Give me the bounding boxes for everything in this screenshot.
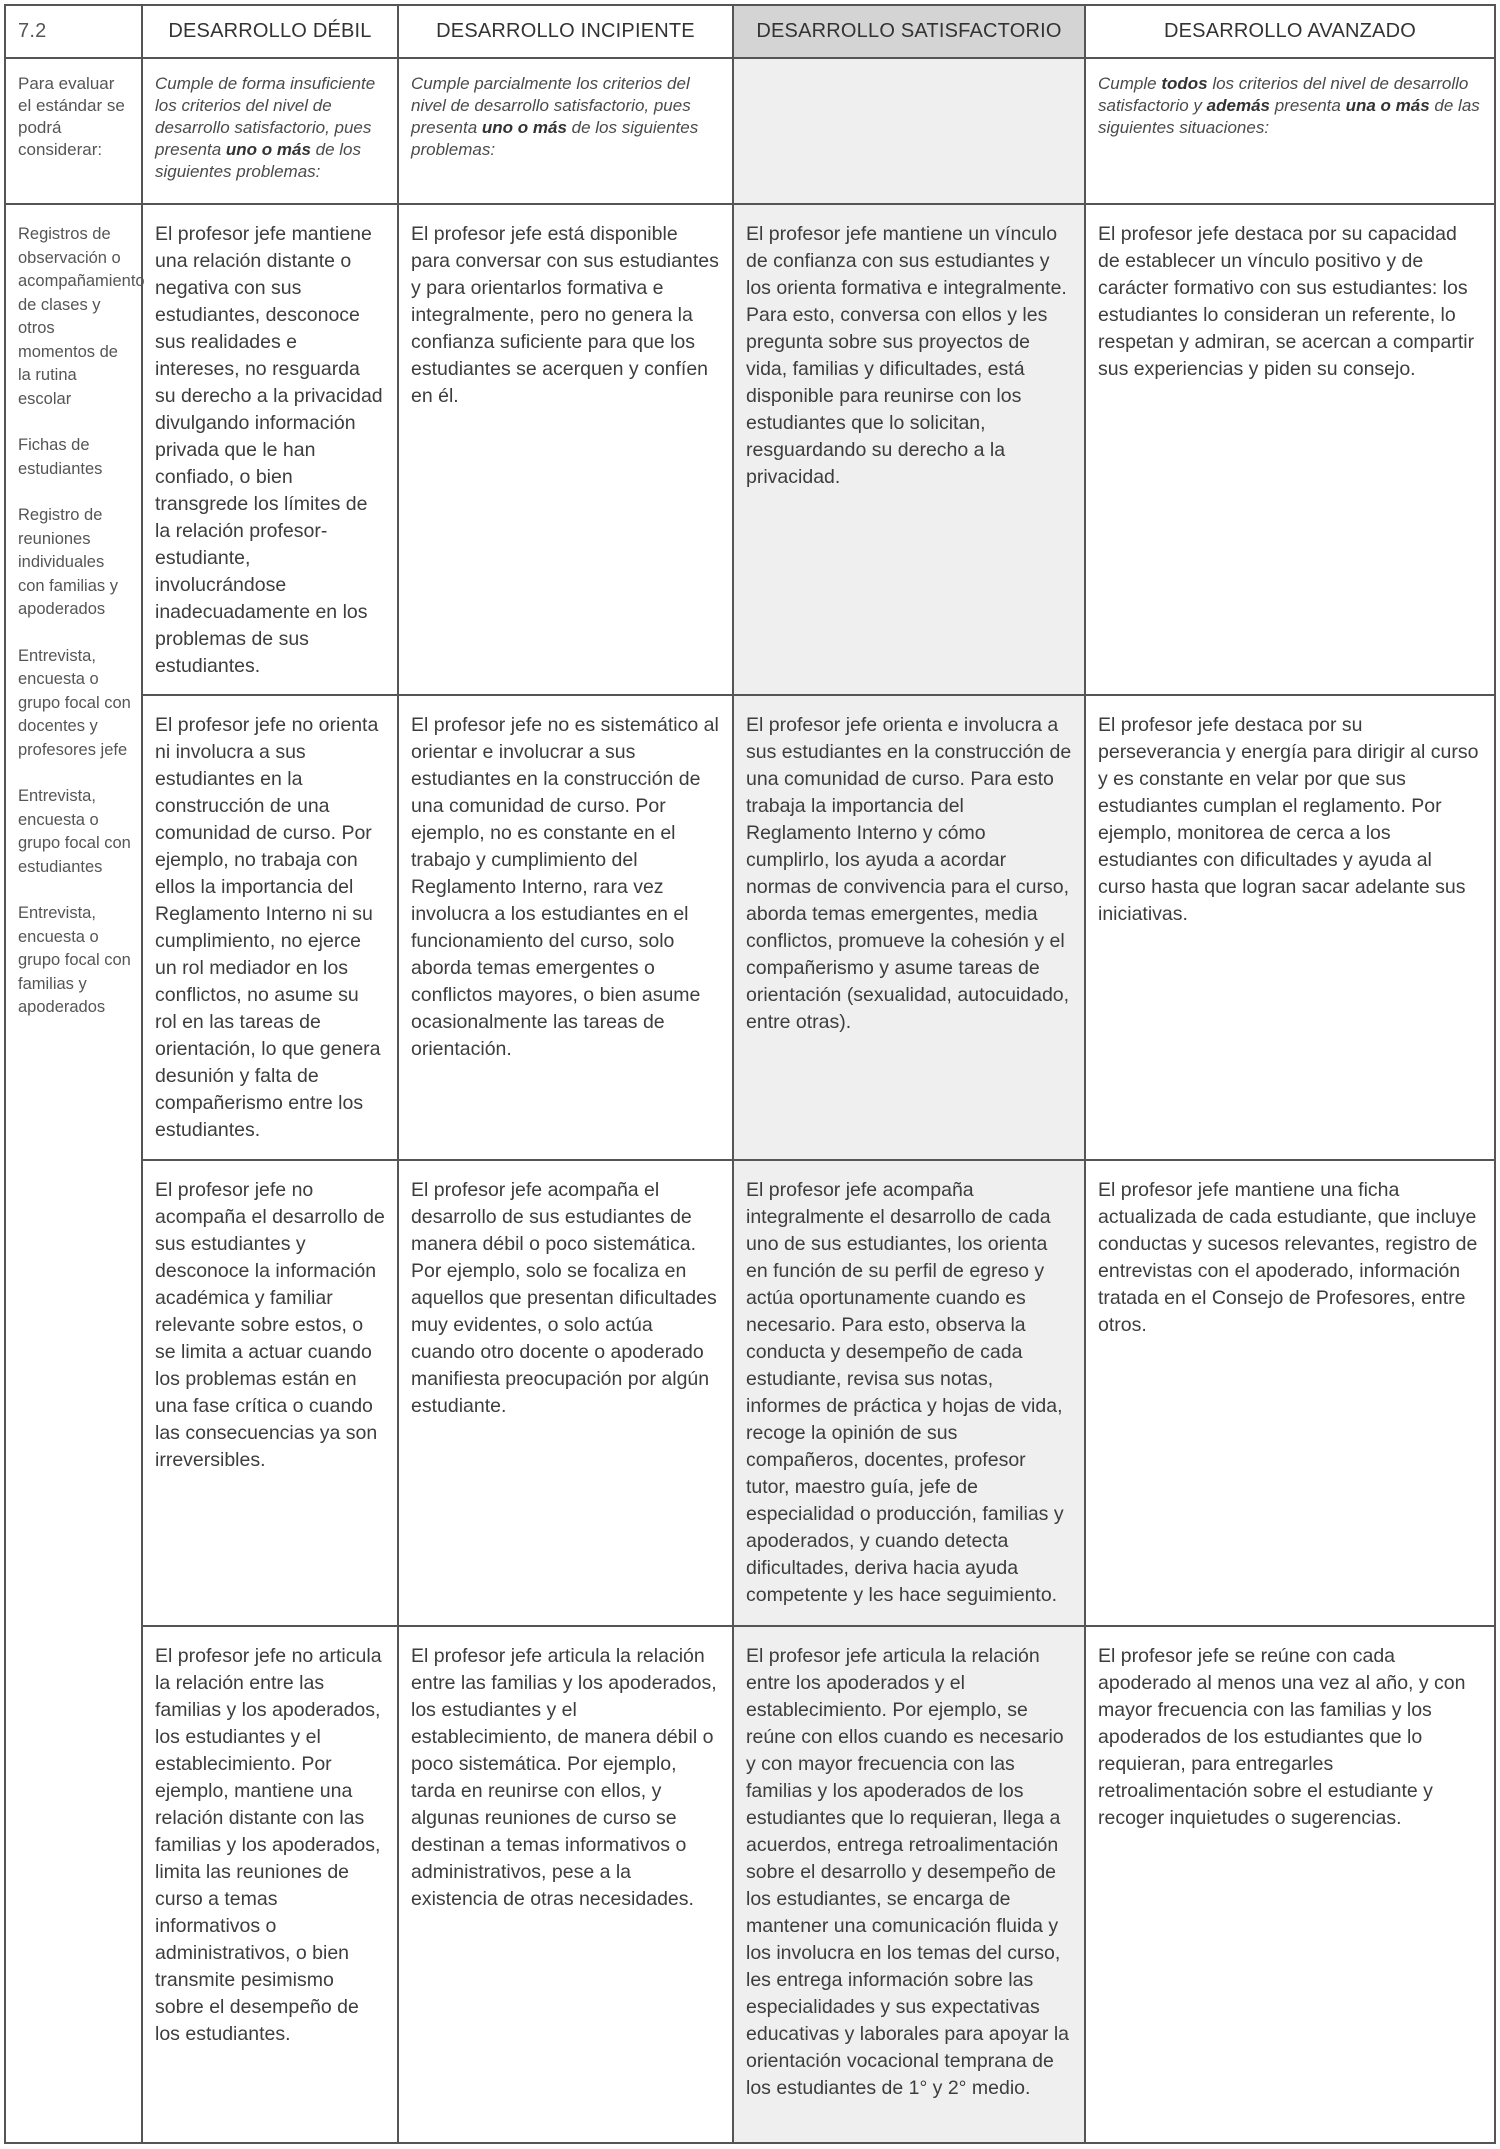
criterion-row-2 xyxy=(5,695,1495,1159)
source-item: Fichas de estudiantes xyxy=(18,436,103,478)
source-item: Registro de reuniones individuales con familias y apoderados xyxy=(18,506,118,619)
cell-satisfactorio: El profesor jefe mantiene un vínculo de confianza con sus estudiantes y los orienta formativa e integralmente. Para esto, conversa con ellos y les pregunta sobre sus proyectos de vida, familias y dificultades, está disponible para reunirse con los estudiantes que lo solicitan, resguardando su derecho a la privacidad. xyxy=(733,204,1085,695)
criterion-row-3 xyxy=(5,1160,1495,1626)
cell-satisfactorio: El profesor jefe acompaña integralmente el desarrollo de cada uno de sus estudiantes, los orienta en función de su perfil de egreso y actúa oportunamente cuando es necesario. Para esto, observa la conducta y desempeño de cada estudiante, revisa sus notas, informes de práctica y hojas de vida, recoge la opinión de sus compañeros, docentes, profesor tutor, maestro guía, jefe de especialidad o producción, familias y apoderados, y cuando detecta dificultades, deriva hacia ayuda competente y les hace seguimiento. xyxy=(733,1160,1085,1626)
intro-incipiente-post: de los siguientes problemas: xyxy=(411,118,699,160)
intro-incipiente xyxy=(398,58,733,204)
cell-incipiente: El profesor jefe está disponible para conversar con sus estudiantes y para orientarlos formativa e integralmente, pero no genera la confianza suficiente para que los estudiantes se acerquen y confíen en él. xyxy=(398,204,733,695)
source-item: Entrevista, encuesta o grupo focal con docentes y profesores jefe xyxy=(18,646,131,759)
rubric-table xyxy=(4,4,1496,2144)
intro-row xyxy=(5,58,1495,204)
header-incipiente: DESARROLLO INCIPIENTE xyxy=(398,5,733,58)
cell-satisfactorio: El profesor jefe orienta e involucra a sus estudiantes en la construcción de una comunidad de curso. Para esto trabaja la importancia del Reglamento Interno y cómo cumplirlo, los ayuda a acordar normas de convivencia para el curso, aborda temas emergentes, media conflictos, promueve la cohesión y el compañerismo y asume tareas de orientación (sexualidad, autocuidado, entre otras). xyxy=(733,695,1085,1159)
intro-incipiente-pre: Cumple parcialmente los criterios del nivel de desarrollo satisfactorio, pues presenta xyxy=(411,74,691,138)
cell-debil: El profesor jefe no articula la relación entre las familias y los apoderados, los estudiantes y el establecimiento. Por ejemplo, mantiene una relación distante con las familias y los apoderados, limita las reuniones de curso a temas informativos o administrativos, o bien transmite pesimismo sobre el desempeño de los estudiantes. xyxy=(142,1626,398,2143)
header-debil: DESARROLLO DÉBIL xyxy=(142,5,398,58)
intro-avanzado-bold-2: además xyxy=(1206,96,1270,116)
intro-debil xyxy=(142,58,398,204)
source-item: Registros de observación o acompañamiento de clases y otros momentos de la rutina escolar xyxy=(18,225,145,408)
evaluate-label: Para evaluar el estándar se podrá considerar: xyxy=(5,58,142,204)
intro-avanzado-pre: Cumple xyxy=(1098,74,1162,94)
intro-avanzado-mid-2: presenta xyxy=(1269,96,1346,116)
source-item: Entrevista, encuesta o grupo focal con estudiantes xyxy=(18,787,131,876)
intro-avanzado xyxy=(1085,58,1495,204)
cell-incipiente: El profesor jefe no es sistemático al orientar e involucrar a sus estudiantes en la construcción de una comunidad de curso. Por ejemplo, no es constante en el trabajo y cumplimiento del Reglamento Interno, rara vez involucra a los estudiantes en el funcionamiento del curso, solo aborda temas emergentes o conflictos mayores, o bien asume ocasionalmente las tareas de orientación. xyxy=(398,695,733,1159)
intro-avanzado-bold-3: una o más xyxy=(1345,96,1430,116)
header-avanzado: DESARROLLO AVANZADO xyxy=(1085,5,1495,58)
cell-debil: El profesor jefe no acompaña el desarrollo de sus estudiantes y desconoce la información académica y familiar relevante sobre estos, o se limita a actuar cuando los problemas están en una fase crítica o cuando las consecuencias ya son irreversibles. xyxy=(142,1160,398,1626)
source-item: Entrevista, encuesta o grupo focal con familias y apoderados xyxy=(18,904,131,1017)
cell-incipiente: El profesor jefe acompaña el desarrollo de sus estudiantes de manera débil o poco sistemática. Por ejemplo, solo se focaliza en aquellos que presentan dificultades muy evidentes, o solo actúa cuando otro docente o apoderado manifiesta preocupación por algún estudiante. xyxy=(398,1160,733,1626)
header-row xyxy=(5,5,1495,58)
criterion-row-4 xyxy=(5,1626,1495,2143)
intro-avanzado-bold-1: todos xyxy=(1161,74,1208,94)
intro-avanzado-mid-1: los criterios del nivel de desarrollo satisfactorio y xyxy=(1098,74,1469,116)
evidence-sources xyxy=(5,204,145,2143)
cell-avanzado: El profesor jefe mantiene una ficha actualizada de cada estudiante, que incluye conductas y sucesos relevantes, registro de entrevistas con el apoderado, información tratada en el Consejo de Profesores, entre otros. xyxy=(1085,1160,1495,1626)
intro-satisfactorio xyxy=(733,58,1085,204)
header-satisfactorio: DESARROLLO SATISFACTORIO xyxy=(733,5,1085,58)
intro-debil-pre: Cumple de forma insuficiente los criterios del nivel de desarrollo satisfactorio, pues presenta xyxy=(155,74,376,160)
intro-debil-bold: uno o más xyxy=(225,140,311,160)
cell-satisfactorio: El profesor jefe articula la relación entre los apoderados y el establecimiento. Por ejemplo, se reúne con ellos cuando es necesario y con mayor frecuencia con las familias y los apoderados de los estudiantes que lo requieran, llega a acuerdos, entrega retroalimentación sobre el desarrollo y desempeño de los estudiantes, se encarga de mantener una comunicación fluida y los involucra en los temas del curso, les entrega información sobre las especialidades y sus expectativas educativas y laborales para apoyar la orientación vocacional temprana de los estudiantes de 1° y 2° medio. xyxy=(733,1626,1085,2143)
intro-debil-post: de los siguientes problemas: xyxy=(155,140,361,182)
intro-incipiente-bold: uno o más xyxy=(481,118,567,138)
cell-debil: El profesor jefe mantiene una relación distante o negativa con sus estudiantes, desconoce sus realidades e intereses, no resguarda su derecho a la privacidad divulgando información privada que le han confiado, o bien transgrede los límites de la relación profesor-estudiante, involucrándose inadecuadamente en los problemas de sus estudiantes. xyxy=(142,204,398,695)
cell-avanzado: El profesor jefe destaca por su capacidad de establecer un vínculo positivo y de carácter formativo con sus estudiantes: los estudiantes lo consideran un referente, lo respetan y admiran, se acercan a compartir sus experiencias y piden su consejo. xyxy=(1085,204,1495,695)
criterion-row-1 xyxy=(5,204,1495,695)
cell-avanzado: El profesor jefe destaca por su perseverancia y energía para dirigir al curso y es constante en velar por que sus estudiantes cumplan el reglamento. Por ejemplo, monitorea de cerca a los estudiantes con dificultades y ayuda al curso hasta que logran sacar adelante sus iniciativas. xyxy=(1085,695,1495,1159)
cell-avanzado: El profesor jefe se reúne con cada apoderado al menos una vez al año, y con mayor frecuencia con las familias y los apoderados de los estudiantes que lo requieran, para entregarles retroalimentación sobre el estudiante y recoger inquietudes o sugerencias. xyxy=(1085,1626,1495,2143)
cell-debil: El profesor jefe no orienta ni involucra a sus estudiantes en la construcción de una comunidad de curso. Por ejemplo, no trabaja con ellos la importancia del Reglamento Interno ni su cumplimiento, no ejerce un rol mediador en los conflictos, no asume su rol en las tareas de orientación, lo que genera desunión y falta de compañerismo entre los estudiantes. xyxy=(142,695,398,1159)
cell-incipiente: El profesor jefe articula la relación entre las familias y los apoderados, los estudiantes y el establecimiento, de manera débil o poco sistemática. Por ejemplo, tarda en reunirse con ellos, y algunas reuniones de curso se destinan a temas informativos o administrativos, pese a la existencia de otras necesidades. xyxy=(398,1626,733,2143)
standard-code: 7.2 xyxy=(5,5,142,58)
intro-avanzado-post: de las siguientes situaciones: xyxy=(1098,96,1480,138)
